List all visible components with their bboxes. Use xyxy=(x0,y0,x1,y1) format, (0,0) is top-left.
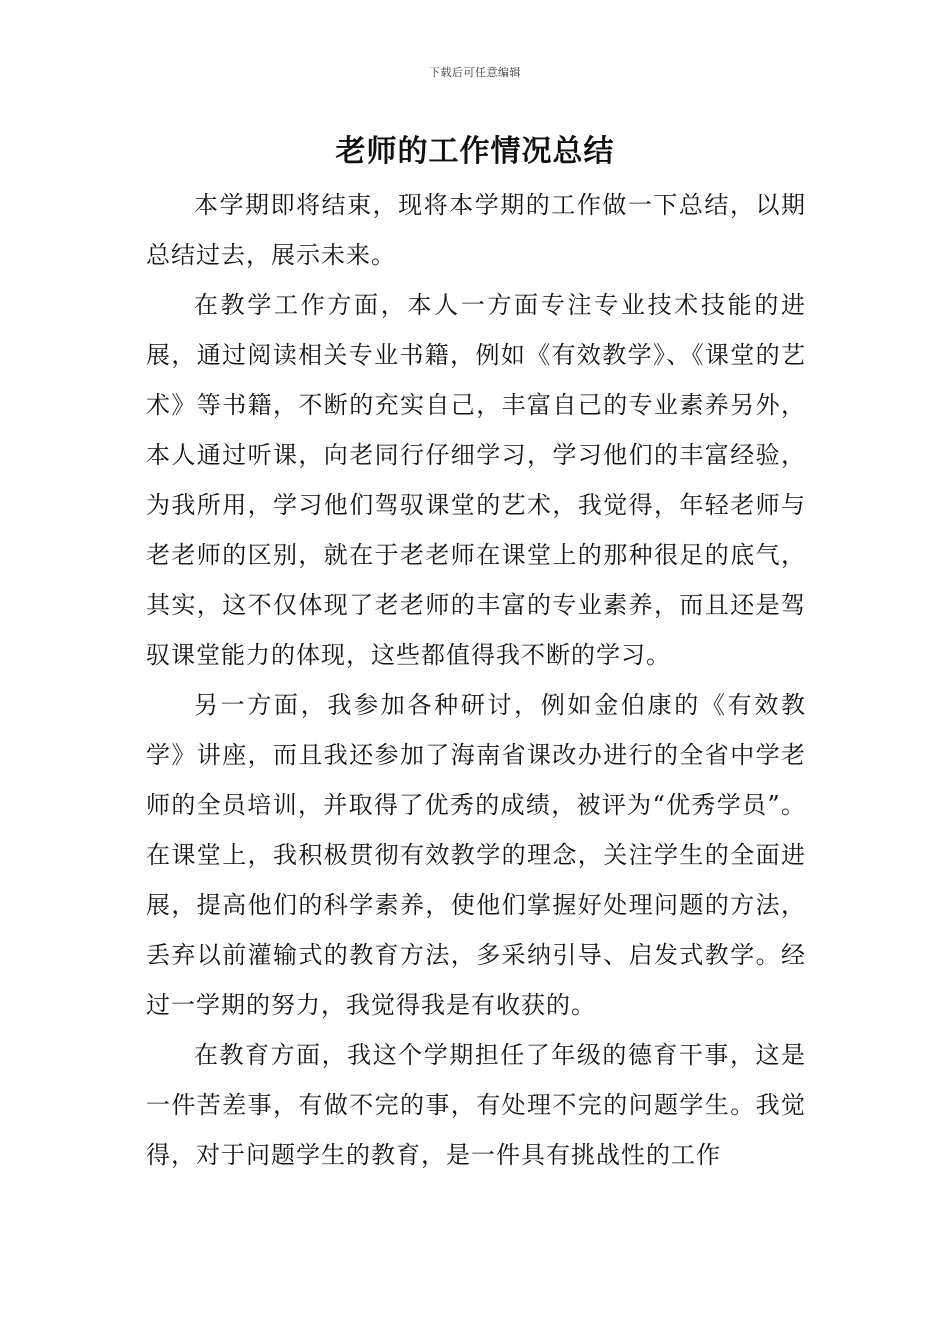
paragraph-2: 在教学工作方面，本人一方面专注专业技术技能的进展，通过阅读相关专业书籍，例如《有效教学》、《课堂的艺术》等书籍，不断的充实自己，丰富自己的专业素养另外，本人通过听课，向老同行仔细学习，学习他们的丰富经验，为我所用，学习他们驾驭课堂的艺术，我觉得，年轻老师与老老师的区别，就在于老老师在课堂上的那种很足的底气，其实，这不仅体现了老老师的丰富的专业素养，而且还是驾驭课堂能力的体现，这些都值得我不断的学习。 xyxy=(146,291,806,669)
paragraph-4: 在教育方面，我这个学期担任了年级的德育干事，这是一件苦差事，有做不完的事，有处理不完的问题学生。我觉得，对于问题学生的教育，是一件具有挑战性的工作 xyxy=(146,1041,806,1169)
document-title: 老师的工作情况总结 xyxy=(335,134,615,169)
document-body xyxy=(146,180,806,1180)
paragraph-1: 本学期即将结束，现将本学期的工作做一下总结，以期总结过去，展示未来。 xyxy=(146,191,806,269)
header-note: 下载后可任意编辑 xyxy=(429,66,521,79)
paragraph-3: 另一方面，我参加各种研讨，例如金伯康的《有效教学》讲座，而且我还参加了海南省课改办进行的全省中学老师的全员培训，并取得了优秀的成绩，被评为“优秀学员”。在课堂上，我积极贯彻有效教学的理念，关注学生的全面进展，提高他们的科学素养，使他们掌握好处理问题的方法，丢弃以前灌输式的教育方法，多采纳引导、启发式教学。经过一学期的努力，我觉得我是有收获的。 xyxy=(146,691,806,1019)
